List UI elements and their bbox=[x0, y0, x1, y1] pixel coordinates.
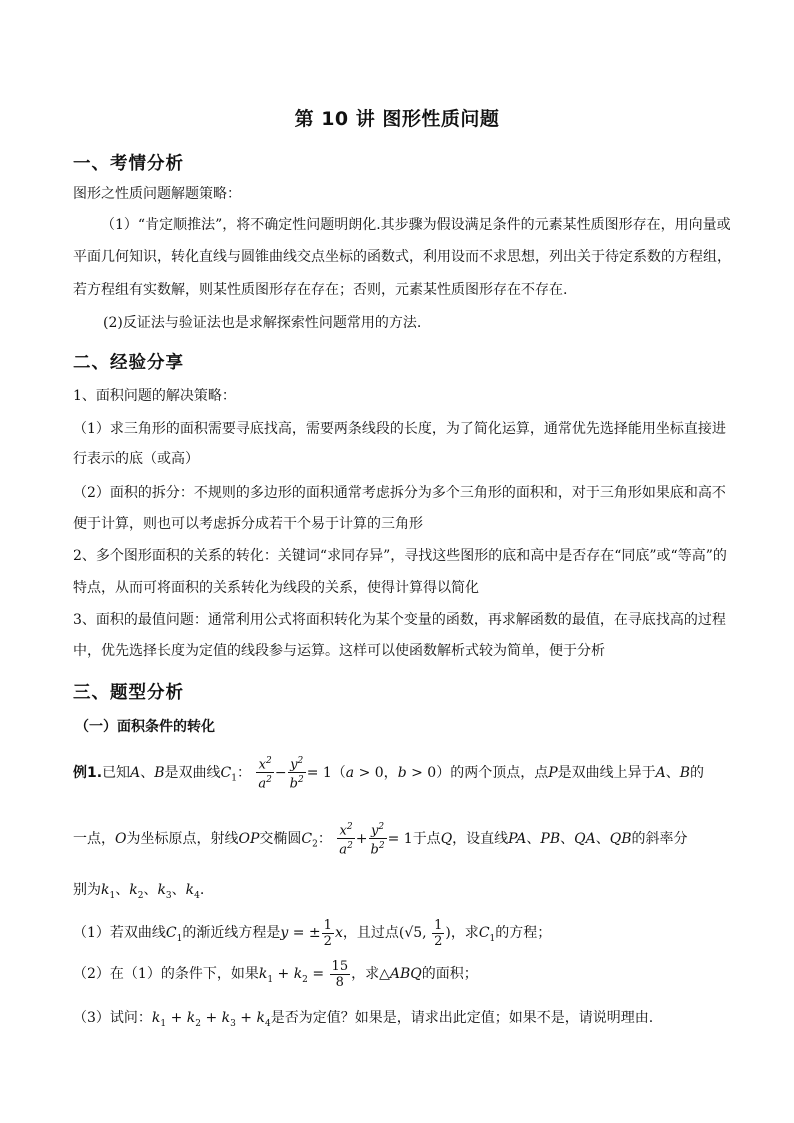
page-title: 第 10 讲 图形性质问题 bbox=[294, 108, 500, 130]
question-2: （2）在（1）的条件下，如果$k_1 + k_2$ = $\frac{15}{8}$ ，求△ABQ的面积； bbox=[73, 958, 478, 990]
fraction: $\frac{1}{2}$ bbox=[323, 917, 332, 949]
fraction: $\frac{1}{2}$ bbox=[434, 917, 443, 949]
section-heading-1: 一、考情分析 bbox=[73, 154, 184, 174]
fraction: $\frac{x^2}{a^2}$ bbox=[339, 822, 353, 858]
sec2-line5: 便于计算，则也可以考虑拆分成若干个易于计算的三角形 bbox=[73, 516, 423, 532]
sec1-p1-line3: 若方程组有实数解，则某性质图形存在存在；否则，元素某性质图形存在不存在. bbox=[73, 282, 568, 298]
sec2-line6: 2、多个图形面积的关系的转化：关键词“求同存异”，寻找这些图形的底和高中是否存在“同底”或“等高”的 bbox=[73, 548, 727, 564]
sec1-intro: 图形之性质问题解题策略： bbox=[73, 186, 241, 202]
example1-line3: 别为$k_1$、$k_2$、$k_3$、$k_4$. bbox=[73, 882, 205, 901]
sec1-p1-line2: 平面几何知识，转化直线与圆锥曲线交点坐标的函数式，利用设而不求思想，列出关于待定系数的方程组， bbox=[73, 249, 731, 265]
section-heading-3: 三、题型分析 bbox=[73, 683, 184, 703]
section-heading-2: 二、经验分享 bbox=[73, 353, 184, 373]
sec2-line2: （1）求三角形的面积需要寻底找高，需要两条线段的长度，为了简化运算，通常优先选择能用坐标直接进 bbox=[73, 421, 726, 437]
subsection-heading: （一）面积条件的转化 bbox=[75, 719, 215, 735]
question-3: （3）试问：$k_1 + k_2 + k_3 + k_4$是否为定值？如果是，请求出此定值；如果不是，请说明理由. bbox=[73, 1010, 654, 1029]
fraction: $\frac{x^2}{a^2}$ bbox=[258, 756, 272, 792]
sec2-line9: 中，优先选择长度为定值的线段参与运算。这样可以使函数解析式较为简单，便于分析 bbox=[73, 643, 605, 659]
example1-line1: 例1.已知A、B是双曲线$C_1$： $\frac{x^2}{a^2}$ − $\frac{y^2}{b^2}$ = 1（a > 0，b > 0）的两个顶点，点P是双曲线上异于A、B的 bbox=[73, 756, 705, 792]
sec2-line1: 1、面积问题的解决策略： bbox=[73, 388, 236, 404]
sec2-line7: 特点，从而可将面积的关系转化为线段的关系，使得计算得以简化 bbox=[73, 580, 479, 596]
example1-line2: 一点，O为坐标原点，射线OP交椭圆$C_2$： $\frac{x^2}{a^2}$ + $\frac{y^2}{b^2}$ = 1于点Q，设直线PA、PB、QA、QB的斜率分 bbox=[73, 822, 688, 858]
sec2-line4: （2）面积的拆分：不规则的多边形的面积通常考虑拆分为多个三角形的面积和，对于三角形如果底和高不 bbox=[73, 485, 726, 501]
example-label: 例1. bbox=[73, 764, 103, 781]
fraction: $\frac{y^2}{b^2}$ bbox=[289, 756, 304, 792]
sec1-p2: (2)反证法与验证法也是求解探索性问题常用的方法. bbox=[103, 315, 422, 331]
sec1-p1-line1: （1）“肯定顺推法”，将不确定性问题明朗化.其步骤为假设满足条件的元素某性质图形存在，用向量或 bbox=[101, 217, 731, 233]
sec2-line3: 行表示的底（或高） bbox=[73, 451, 199, 467]
fraction: $\frac{y^2}{b^2}$ bbox=[370, 822, 385, 858]
fraction: $\frac{15}{8}$ bbox=[331, 958, 349, 990]
question-1: （1）若双曲线$C_1$的渐近线方程是y = ± $\frac{1}{2}$ x，且过点(√5, $\frac{1}{2}$ )，求$C_1$的方程； bbox=[73, 917, 552, 949]
sec2-line8: 3、面积的最值问题：通常利用公式将面积转化为某个变量的函数，再求解函数的最值，在寻底找高的过程 bbox=[73, 612, 726, 628]
